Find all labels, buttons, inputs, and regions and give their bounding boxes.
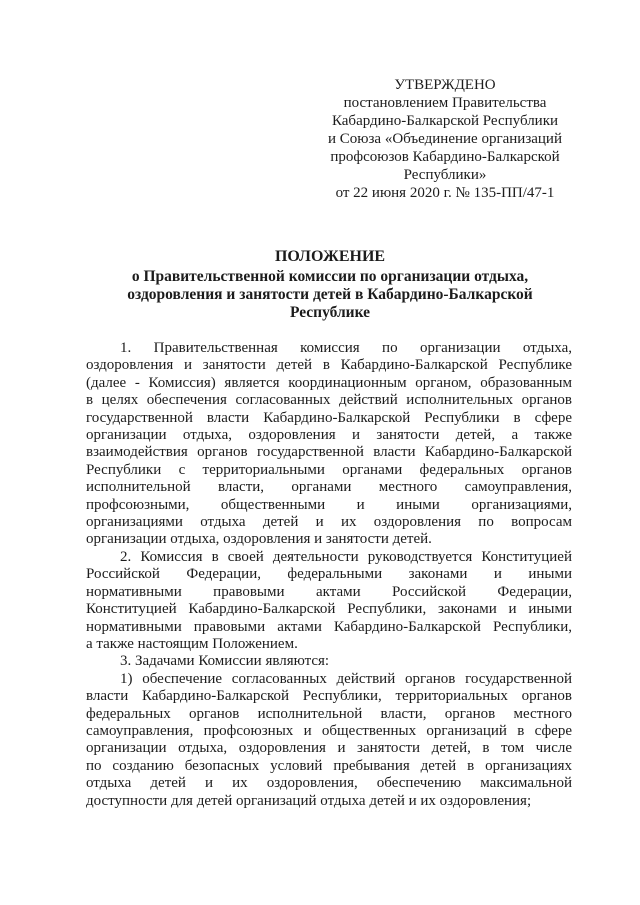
body-line: а также настоящим Положением.	[86, 635, 298, 652]
body-line: по созданию безопасных условий пребывания детей в организациях	[86, 757, 572, 774]
approval-line: УТВЕРЖДЕНО	[394, 77, 496, 93]
body-line: профсоюзными, общественными и иными организациями,	[86, 496, 572, 513]
body-line: (далее - Комиссия) является координационным органом, образованным	[86, 374, 572, 391]
body-line: организации отдыха, оздоровления и занятости детей, в том числе	[86, 740, 572, 757]
body-line: Республики с территориальными органами федеральных органов	[86, 461, 572, 478]
body-line: исполнительной власти, органами местного самоуправления,	[86, 479, 572, 496]
approval-stamp	[300, 76, 590, 202]
body-line: самоуправления, профсоюзных и общественных организаций в сфере	[86, 722, 572, 739]
body-line: 1. Правительственная комиссия по организации отдыха,	[120, 340, 572, 356]
document-body	[86, 340, 572, 810]
approval-line: Кабардино-Балкарской Республики	[331, 113, 559, 129]
approval-line: от 22 июня 2020 г. № 135-ПП/47-1	[335, 185, 555, 201]
body-line: в целях обеспечения согласованных действий исполнительных органов	[86, 392, 572, 409]
title-line: оздоровления и занятости детей в Кабардино-Балкарской	[127, 286, 533, 303]
body-line: Конституцией Кабардино-Балкарской Республики, законами и иными	[86, 601, 572, 618]
body-line: организациями отдыха детей и их оздоровления по вопросам	[86, 514, 572, 531]
body-line: 1) обеспечение согласованных действий органов государственной	[120, 670, 572, 687]
body-line: Российской Федерации, федеральными законами и иными	[86, 566, 572, 583]
title-heading: ПОЛОЖЕНИЕ	[274, 248, 386, 265]
approval-line: Республики»	[403, 167, 487, 183]
body-line: власти Кабардино-Балкарской Республики, территориальных органов	[86, 688, 572, 705]
body-line: нормативными правовыми актами Кабардино-Балкарской Республики,	[86, 618, 572, 635]
body-line: отдыха детей и их оздоровления, обеспечению максимальной	[86, 775, 572, 792]
body-line: организации отдыха, оздоровления и занятости детей.	[86, 531, 432, 548]
approval-line: постановлением Правительства	[343, 95, 547, 111]
body-line: государственной власти Кабардино-Балкарской Республики в сфере	[86, 409, 572, 426]
body-line: организации отдыха, оздоровления и занятости детей, а также	[86, 427, 572, 444]
body-line: доступности для детей организаций отдыха детей и их оздоровления;	[86, 792, 532, 809]
body-line: 2. Комиссия в своей деятельности руководствуется Конституцией	[120, 548, 572, 565]
approval-line: и Союза «Объединение организаций	[328, 131, 562, 147]
title-line: о Правительственной комиссии по организации отдыха,	[131, 268, 529, 285]
body-line: нормативными правовыми актами Российской Федерации,	[86, 583, 572, 600]
body-line: оздоровления и занятости детей в Кабардино-Балкарской Республике	[86, 357, 572, 374]
body-line: взаимодействия органов государственной власти Кабардино-Балкарской	[86, 444, 572, 461]
approval-line: профсоюзов Кабардино-Балкарской	[330, 149, 560, 165]
document-title	[90, 248, 570, 322]
body-line: 3. Задачами Комиссии являются:	[120, 653, 330, 670]
body-line: федеральных органов исполнительной власти, органов местного	[86, 705, 572, 722]
title-line: Республике	[289, 304, 371, 321]
